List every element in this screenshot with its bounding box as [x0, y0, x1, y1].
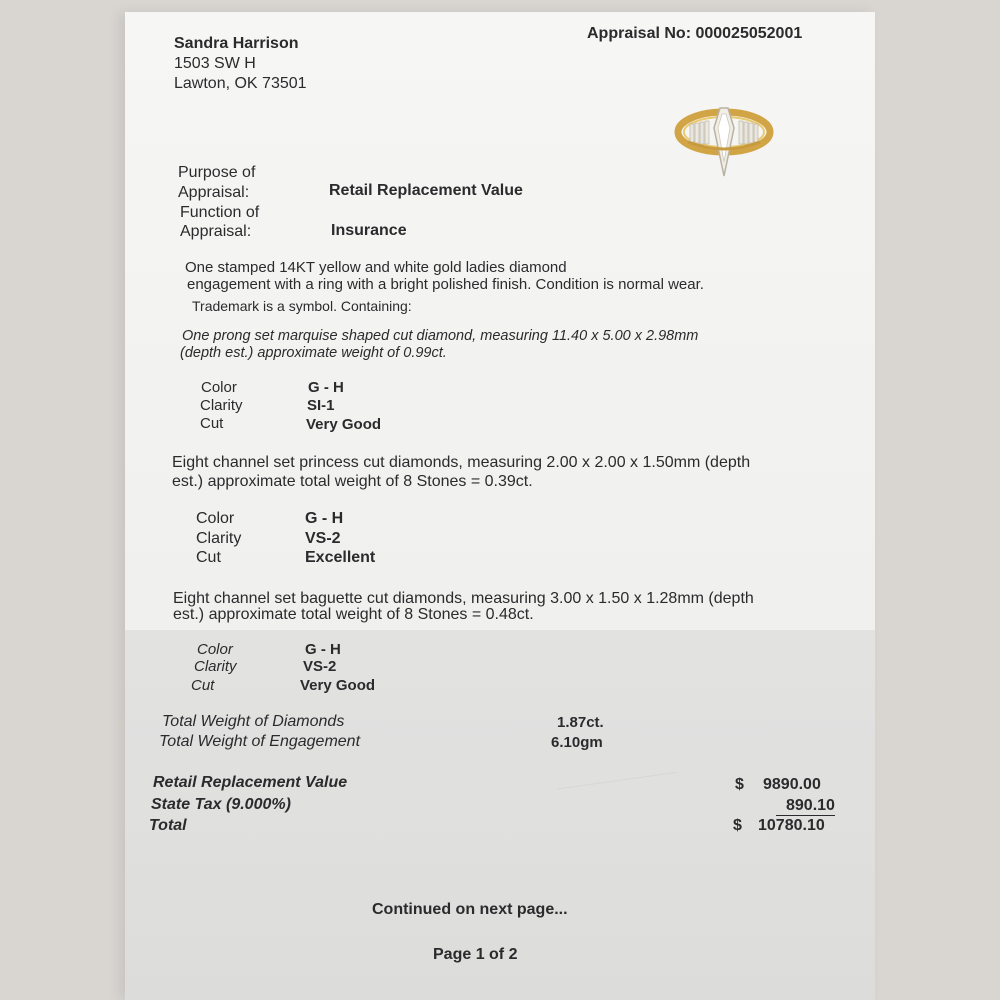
retail-value-amount: 9890.00	[763, 776, 821, 793]
function-label-2: Appraisal:	[180, 223, 252, 240]
page-shadow	[125, 630, 875, 1000]
state-tax-amount: 890.10	[776, 797, 835, 816]
total-label: Total	[149, 817, 187, 834]
stone1-cut-value: Very Good	[306, 416, 382, 433]
client-address-line1: 1503 SW H	[174, 55, 256, 72]
purpose-label-2: Appraisal:	[178, 184, 250, 201]
purpose-value: Retail Replacement Value	[329, 182, 523, 199]
stone2-clarity-label: Clarity	[196, 530, 242, 547]
stone1-color-value: G - H	[308, 379, 344, 396]
total-amount: 10780.10	[758, 817, 825, 834]
description-line2: engagement with a ring with a bright polished finish. Condition is normal wear.	[187, 276, 704, 293]
stone1-description-line1: One prong set marquise shaped cut diamond, measuring 11.40 x 5.00 x 2.98mm	[182, 328, 699, 344]
total-engagement-value: 6.10gm	[551, 734, 603, 751]
stone1-clarity-label: Clarity	[200, 397, 243, 414]
ring-photo	[668, 98, 778, 185]
stone3-cut-label: Cut	[191, 677, 215, 694]
total-diamonds-value: 1.87ct.	[557, 714, 604, 731]
stone2-cut-value: Excellent	[305, 549, 376, 566]
client-address-line2: Lawton, OK 73501	[174, 75, 307, 92]
description-line3: Trademark is a symbol. Containing:	[192, 298, 412, 314]
stone2-description-line2: est.) approximate total weight of 8 Stones = 0.39ct.	[172, 473, 533, 490]
stone1-description-line2: (depth est.) approximate weight of 0.99ct.	[180, 345, 447, 361]
function-value: Insurance	[331, 222, 407, 239]
stone3-cut-value: Very Good	[300, 677, 376, 694]
description-line1: One stamped 14KT yellow and white gold ladies diamond	[185, 259, 567, 276]
continued-note: Continued on next page...	[372, 901, 568, 918]
retail-value-label: Retail Replacement Value	[153, 774, 348, 791]
stone3-clarity-value: VS-2	[303, 658, 337, 675]
stone1-clarity-value: SI-1	[307, 397, 335, 414]
page-number: Page 1 of 2	[433, 946, 518, 963]
stone2-cut-label: Cut	[196, 549, 221, 566]
stone1-cut-label: Cut	[200, 415, 224, 432]
stone2-description-line1: Eight channel set princess cut diamonds, measuring 2.00 x 2.00 x 1.50mm (depth	[172, 454, 751, 471]
stone3-color-label: Color	[197, 641, 233, 658]
stone3-clarity-label: Clarity	[194, 658, 237, 675]
stone3-description-line2: est.) approximate total weight of 8 Stones = 0.48ct.	[173, 606, 534, 623]
total-engagement-label: Total Weight of Engagement	[159, 733, 361, 750]
client-name: Sandra Harrison	[174, 35, 299, 52]
total-currency: $	[733, 817, 742, 834]
function-label-1: Function of	[180, 204, 260, 221]
stone2-color-label: Color	[196, 510, 235, 527]
stone3-description-line1: Eight channel set baguette cut diamonds, measuring 3.00 x 1.50 x 1.28mm (depth	[173, 590, 754, 607]
stone1-color-label: Color	[201, 379, 237, 396]
stone2-color-value: G - H	[305, 510, 344, 527]
appraisal-number: Appraisal No: 000025052001	[587, 25, 803, 42]
total-diamonds-label: Total Weight of Diamonds	[162, 713, 345, 730]
purpose-label-1: Purpose of	[178, 164, 256, 181]
stone2-clarity-value: VS-2	[305, 530, 341, 547]
state-tax-label: State Tax (9.000%)	[151, 796, 291, 813]
retail-currency: $	[735, 776, 744, 793]
stone3-color-value: G - H	[305, 641, 341, 658]
